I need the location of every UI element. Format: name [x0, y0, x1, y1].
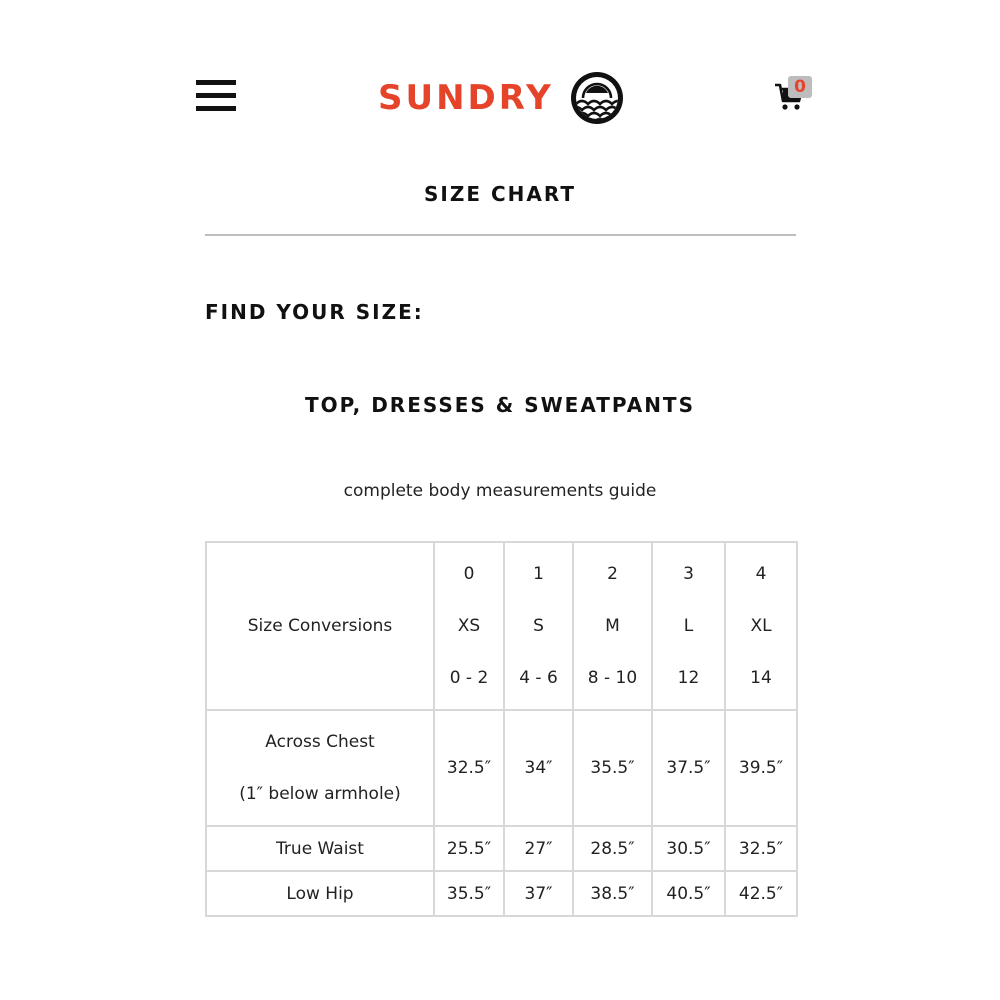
sun-waves-emblem-icon [570, 71, 624, 125]
size-letter: S [533, 616, 544, 636]
table-cell: 28.5″ [573, 826, 652, 871]
row-sublabel-text: (1″ below armhole) [239, 784, 401, 804]
table-cell: 39.5″ [725, 710, 797, 826]
table-header-row [206, 542, 797, 710]
table-cell: 35.5″ [573, 710, 652, 826]
hamburger-menu-icon-bar [196, 93, 236, 98]
hamburger-menu-icon [196, 80, 236, 85]
table-row-true-waist [206, 826, 797, 871]
table-cell: 38.5″ [573, 871, 652, 916]
page-title: SIZE CHART [423, 182, 576, 206]
cart-count-badge: 0 [788, 76, 812, 98]
size-number: 1 [533, 564, 544, 584]
table-cell: 37.5″ [652, 710, 725, 826]
table-cell: 32.5″ [725, 826, 797, 871]
size-letter: M [605, 616, 620, 636]
menu-button[interactable] [196, 80, 236, 112]
table-cell: 32.5″ [434, 710, 504, 826]
table-cell: 40.5″ [652, 871, 725, 916]
size-letter: L [683, 616, 694, 636]
divider [205, 234, 796, 236]
find-size-heading: FIND YOUR SIZE: [205, 300, 424, 324]
table-cell: 42.5″ [725, 871, 797, 916]
size-number: 3 [683, 564, 694, 584]
size-column-header [573, 542, 652, 710]
size-column-header [725, 542, 797, 710]
table-cell: 27″ [504, 826, 573, 871]
size-range: 8 - 10 [587, 668, 638, 688]
size-number: 2 [607, 564, 618, 584]
row-label: True Waist [206, 826, 434, 871]
size-column-header [652, 542, 725, 710]
size-range: 4 - 6 [519, 668, 558, 688]
table-cell: 37″ [504, 871, 573, 916]
table-cell: 25.5″ [434, 826, 504, 871]
logo-text: SUNDRY [378, 78, 554, 118]
table-row-across-chest [206, 710, 797, 826]
size-column-header [434, 542, 504, 710]
size-number: 0 [463, 564, 475, 584]
table-cell: 30.5″ [652, 826, 725, 871]
table-cell: 35.5″ [434, 871, 504, 916]
row-label [206, 710, 434, 826]
size-chart-table [205, 541, 798, 917]
hamburger-menu-icon-bar [196, 106, 236, 111]
table-cell: 34″ [504, 710, 573, 826]
section-title: TOP, DRESSES & SWEATPANTS [305, 393, 695, 417]
size-range: 14 [750, 668, 772, 688]
brand-logo[interactable] [378, 70, 624, 126]
size-conversions-label [206, 542, 434, 710]
size-range: 12 [677, 668, 700, 688]
size-number: 4 [755, 564, 767, 584]
size-letter: XL [750, 616, 772, 636]
row-label-text: Across Chest [265, 732, 375, 752]
header-label-text: Size Conversions [247, 616, 393, 636]
cart-button[interactable] [774, 76, 818, 112]
guide-note: complete body measurements guide [343, 481, 657, 501]
size-column-header [504, 542, 573, 710]
row-label: Low Hip [206, 871, 434, 916]
size-range: 0 - 2 [449, 668, 489, 688]
size-letter: XS [457, 616, 481, 636]
table-row-low-hip [206, 871, 797, 916]
